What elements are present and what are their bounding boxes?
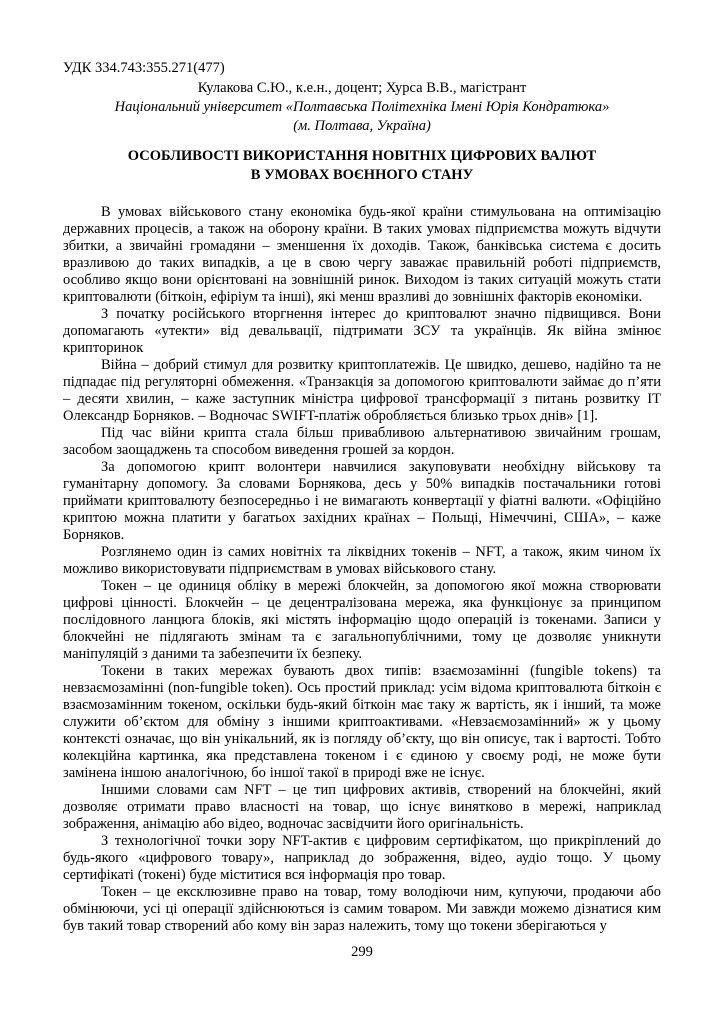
paragraph-nft-certificate: З технологічної точки зору NFT-актив є цифровим сертифікатом, що прикріплений до будь-якого «цифрового товару», наприклад до зображення, відео, аудіо тощо. У цьому сертифікаті (токені) буде міститися вся інформація про товар. [63,833,661,883]
page-number: 299 [351,944,373,960]
paper-title-line2: В УМОВАХ ВОЄННОГО СТАНУ [250,167,474,183]
paragraph-token-rights: Токен – це ексклюзивне право на товар, тому володіючи ним, купуючи, продаючи або обмінюючи, усі ці операції здійснюються із самим товаром. Ми завжди можемо дізнатися ким був такий товар створений або кому він зараз належить, тому що токени зберігаються у [63,884,661,934]
paper-body [63,204,661,935]
paragraph-intro: В умовах військового стану економіка будь-якої країни стимульована на оптимізацію державних процесів, а також на оборону країни. В таких умовах підприємства можуть відчути збитки, а звичайні громадяни – зменшення їх доходів. Також, банківська система є досить вразливою до таких випадків, а це в свою чергу заважає правильній роботі підприємств, особливо якщо вони орієнтовані на зовнішній ринок. Виходом із таких ситуацій можуть стати криптовалюти (біткоін, ефіріум та інші), які менш вразливі до зовнішніх факторів економіки. [63,204,661,305]
paragraph-volunteers: За допомогою крипт волонтери навчилися закуповувати необхідну військову та гуманітарну допомогу. За словами Борнякова, десь у 50% випадків постачальники готові приймати криптовалюту безпосередньо і не вимагають конвертації у фіатні валюти. «Офіційно криптою можна платити у багатьох західних країнах – Польщі, Німеччині, США», – каже Борняков. [63,459,661,543]
affiliation-line: Національний університет «Полтавська Політехніка Імені Юрія Кондратюка» [114,99,610,115]
paragraph-token-types: Токени в таких мережах бувають двох типів: взаємозамінні (fungible tokens) та невзаємозамінні (non-fungible token). Ось простий приклад: усім відома криптовалюта біткоін є взаємозамінним токеном, оскільки будь-який біткоін має таку ж вартість, як і інший, та може служити об’єктом для обміну з іншими криптоактивами. «Невзаємозамінний» ж у цьому контексті означає, що він унікальний, як із погляду об’єкту, що він описує, так і вартості. Тобто колекційна картинка, яка представлена токеном і є єдиною у своєму роді, не може бути замінена іншою аналогічною, бо іншої такої в природі вже не існує. [63,663,661,781]
authors-line: Кулакова С.Ю., к.е.н., доцент; Хурса В.В., магістрант [197,80,527,96]
paragraph-nft-definition: Іншими словами сам NFT – це тип цифрових активів, створений на блокчейні, який дозволяє отримати право власності на товар, що існує винятково в мережі, наприклад зображення, анімацію або відео, водночас засвідчити його оригінальність. [63,782,661,832]
paragraph-nft-consideration: Розглянемо один із самих новітніх та ліквідних токенів – NFT, а також, яким чином їх можливо використовувати підприємствам в умовах військового стану. [63,544,661,577]
paper-title [63,147,661,185]
paragraph-war-stimulus: Війна – добрий стимул для розвитку криптоплатежів. Це швидко, дешево, надійно та не підпадає під регуляторні обмеження. «Транзакція за допомогою криптовалюти займає до п’яти – десяти хвилин, – каже заступник міністра цифрової трансформації з питань розвитку ІТ Олександр Борняков. – Водночас SWIFT-платіж обробляється близько трьох днів» [1]. [63,357,661,424]
paragraph-crypto-alternative: Під час війни крипта стала більш привабливою альтернативою звичайним грошам, засобом заощаджень та способом виведення грошей за кордон. [63,425,661,458]
udc-code: УДК 334.743:355.271(477) [63,60,225,76]
paragraph-invasion-interest: З початку російського вторгнення інтерес до криптовалют значно підвищився. Вони допомагають «утекти» від девальвації, підтримати ЗСУ та українців. Як війна змінює крипторинок [63,306,661,356]
location-line: (м. Полтава, Україна) [293,118,431,134]
paragraph-token-definition: Токен – це одиниця обліку в мережі блокчейн, за допомогою якої можна створювати цифрові цінності. Блокчейн – це децентралізована мережа, яка функціонує за принципом послідовного ланцюга блоків, які містять інформацію щодо операцій із токенами. Записи у блокчейні не підлягають змінам та є загальнопублічними, тому це дозволяє уникнути маніпуляцій з даними та забезпечити їх безпеку. [63,578,661,662]
paper-title-line1: ОСОБЛИВОСТІ ВИКОРИСТАННЯ НОВІТНІХ ЦИФРОВИХ ВАЛЮТ [127,148,597,164]
